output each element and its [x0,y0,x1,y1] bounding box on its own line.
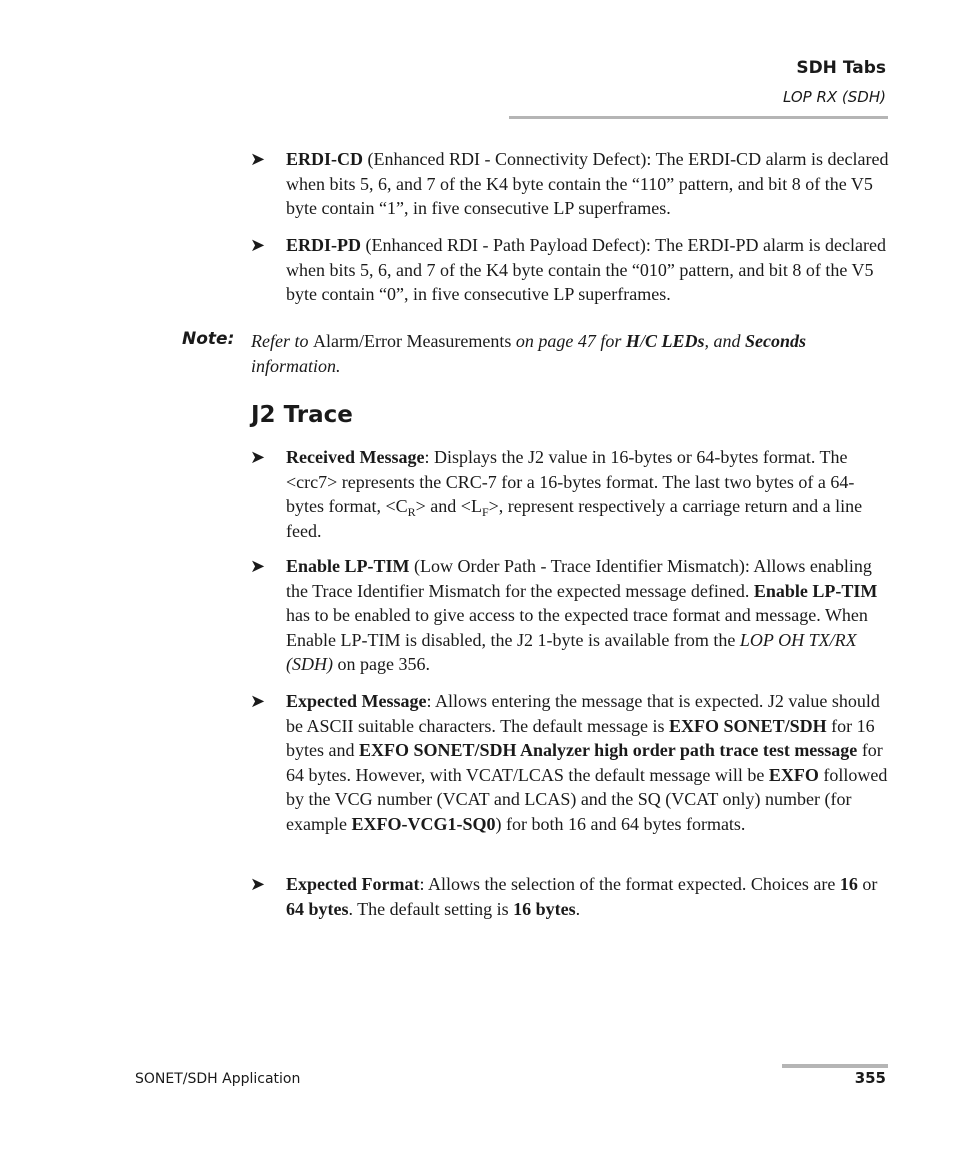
term-erdi-pd: ERDI-PD [286,235,361,255]
desc-part: (Low Order Path - Trace Identifier Mismatch): Allows enabling the Trace Identifier Mismatch for the expected message defined. [286,556,872,601]
bullet-enable-lp-tim [250,554,890,677]
bullet-expected-format [250,872,890,921]
note-label: Note: [182,329,235,349]
desc-part: . [575,898,581,919]
subscript-r: R [407,505,416,520]
note-c-leds: C LEDs [644,331,705,351]
section-title-j2-trace: J2 Trace [251,402,353,428]
link-lop-oh-tx-rx[interactable]: LOP OH TX/RX (SDH) [286,629,857,675]
bullet-arrow-icon: ➤ [250,447,266,467]
desc-erdi-pd: (Enhanced RDI - Path Payload Defect): The ERDI-PD alarm is declared when bits 5, 6, and 7 of the K4 byte contain the “010” pattern, and bit 8 of the V5 byte contain “0”, in five consecutive LP superframes. [286,235,886,305]
page-number: 355 [854,1069,886,1087]
bold-choice-64: 64 bytes [286,898,349,919]
desc-erdi-cd: (Enhanced RDI - Connectivity Defect): The ERDI-CD alarm is declared when bits 5, 6, and 7 of the K4 byte contain the “110” pattern, and bit 8 of the V5 byte contain “1”, in five consecutive LP superframes. [286,149,889,219]
header-rule [509,116,888,119]
note-part: information. [251,355,341,376]
desc-part: > and <L [415,496,482,517]
note-seconds: Seconds [744,331,806,351]
header-subtitle: LOP RX (SDH) [782,88,886,106]
footer-section-title: SONET/SDH Application [135,1071,301,1087]
desc-part: has to be enabled to give access to the expected trace format and message. When Enable LP-TIM is disabled, the J2 1-byte is available from the [286,605,868,650]
term-expected-message: Expected Message [286,691,427,711]
term-erdi-cd: ERDI-CD [286,149,364,169]
bold-default-64: EXFO SONET/SDH Analyzer high order path trace test message [358,740,858,761]
bullet-arrow-icon: ➤ [250,235,266,255]
note-text [251,329,891,378]
bold-exfo: EXFO [768,764,819,785]
note-slash: / [639,331,645,351]
note-part: on page 47 for [511,331,626,351]
desc-part: for 64 bytes. However, with VCAT/LCAS the default message will be [286,740,883,785]
bold-example: EXFO-VCG1-SQ0 [351,813,496,834]
footer-rule [782,1064,888,1068]
bold-default-setting: 16 bytes [513,898,576,919]
desc-part: ) for both 16 and 64 bytes formats. [495,813,746,834]
note-part: , and [704,331,745,351]
desc-part: . The default setting is [348,898,514,919]
desc-part: : Displays the J2 value in 16-bytes or 64-bytes format. The <crc7> represents the CRC-7 for a 16-bytes format. The last two bytes of a 64-bytes format, <C [286,447,855,517]
desc-part: : Allows entering the message that is expected. J2 value should be ASCII suitable characters. The default message is [286,691,880,736]
bullet-arrow-icon: ➤ [250,691,266,711]
header-title: SDH Tabs [796,58,886,78]
note-link-alarm-error[interactable]: Alarm/Error Measurements [312,331,512,351]
term-expected-format: Expected Format [286,874,420,894]
term-received-message: Received Message [286,447,425,467]
desc-part: or [857,874,878,894]
bullet-erdi-pd [250,233,890,307]
bullet-expected-message [250,689,890,837]
term-enable-lp-tim: Enable LP-TIM [286,556,410,576]
note-h: H [625,331,640,351]
bold-choice-16: 16 [839,874,858,894]
bold-enable-lp-tim: Enable LP-TIM [753,580,878,601]
desc-part: on page 356. [333,654,430,675]
bullet-arrow-icon: ➤ [250,149,266,169]
bullet-received-message [250,445,890,543]
desc-part: for 16 bytes and [286,715,875,761]
bullet-arrow-icon: ➤ [250,556,266,576]
desc-part: >, represent respectively a carriage return and a line feed. [286,496,863,541]
desc-part: followed by the VCG number (VCAT and LCAS) and the SQ (VCAT only) number (for example [286,764,888,834]
desc-part: : Allows the selection of the format expected. Choices are [419,874,840,894]
bullet-erdi-cd [250,147,890,221]
note-part: Refer to [251,331,313,351]
subscript-f: F [481,505,489,520]
bullet-arrow-icon: ➤ [250,874,266,894]
bold-default-16: EXFO SONET/SDH [669,715,827,736]
